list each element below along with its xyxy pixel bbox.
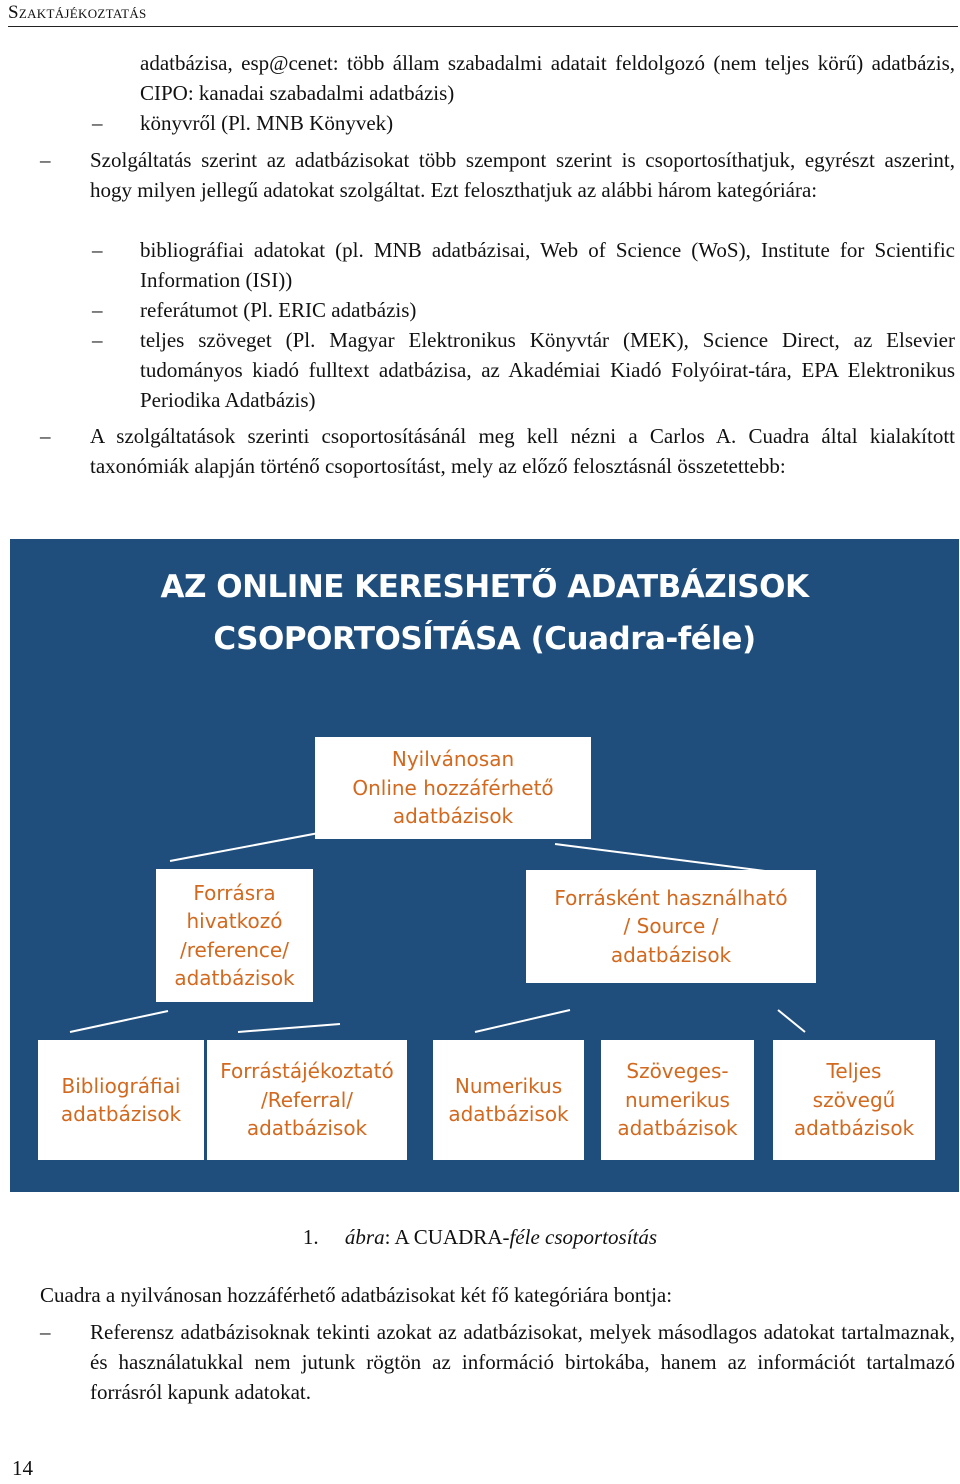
- node-fulltext-databases: Teljes szövegű adatbázisok: [773, 1040, 935, 1160]
- dash-marker: –: [92, 238, 103, 262]
- node-referral-databases: Forrástájékoztató /Referral/ adatbázisok: [207, 1040, 407, 1160]
- running-header: [8, 2, 958, 27]
- sub-item-abstract: referátumot (Pl. ERIC adatbázis): [140, 298, 417, 322]
- paragraph-continuation: adatbázisa, esp@cenet: több állam szabadalmi adatait feldolgozó (nem teljes körű) adatbázis, CIPO: kanadai szabadalmi adatbázis): [140, 51, 955, 105]
- caption-label: ábra: [344, 1225, 385, 1249]
- connector-left-leaf2: [238, 1024, 340, 1032]
- figure-caption: [0, 1222, 960, 1252]
- dash-marker: –: [40, 148, 51, 172]
- dash-marker: –: [92, 298, 103, 322]
- node-public-online-databases: Nyilvánosan Online hozzáférhető adatbázisok: [315, 737, 591, 839]
- connector-right-leaf3: [475, 1010, 570, 1032]
- list-item-service: Szolgáltatás szerint az adatbázisokat több szempont szerint is csoportosíthatjuk, egyrészt aszerint, hogy milyen jellegű adatokat szolgáltat. Ezt feloszthatjuk az alábbi három kategóriára:: [90, 148, 955, 202]
- node-textual-numeric-databases: Szöveges- numerikus adatbázisok: [601, 1040, 754, 1160]
- list-item-cuadra: A szolgáltatások szerinti csoportosításánál meg kell nézni a Carlos A. Cuadra által kialakított taxonómiák alapján történő csoportosítást, mely az előző felosztásnál összetettebb:: [90, 424, 955, 478]
- caption-number: 1.: [302, 1225, 319, 1249]
- connector-root-right: [555, 844, 765, 871]
- caption-cuadra: A CUADRA: [394, 1225, 503, 1249]
- connector-right-leaf4: [778, 1010, 805, 1032]
- figure-title-line1: AZ ONLINE KERESHETŐ ADATBÁZISOK: [160, 569, 809, 605]
- dash-marker: –: [92, 111, 103, 135]
- list-item-reference-databases: Referensz adatbázisoknak tekinti azokat az adatbázisokat, melyek másodlagos adatokat tartalmaznak, és használatukkal nem jutunk rögtön az információ birtokába, hanem az információt tartalmazó forrásról kapunk adatokat.: [90, 1320, 955, 1404]
- paragraph-cuadra-intro: Cuadra a nyilvánosan hozzáférhető adatbázisokat két fő kategóriára bontja:: [40, 1283, 673, 1307]
- dash-marker: –: [40, 424, 51, 448]
- cuadra-taxonomy-figure: [10, 539, 959, 1192]
- connector-left-leaf1: [70, 1011, 168, 1032]
- node-numeric-databases: Numerikus adatbázisok: [433, 1040, 584, 1160]
- running-title: Szaktájékoztatás: [8, 2, 147, 23]
- page-number: 14: [12, 1456, 33, 1480]
- caption-separator: :: [384, 1225, 395, 1249]
- sub-item-bibliographic: bibliográfiai adatokat (pl. MNB adatbázisai, Web of Science (WoS), Institute for Scientific Information (ISI)): [140, 238, 955, 292]
- list-item-books: könyvről (Pl. MNB Könyvek): [140, 111, 394, 135]
- dash-marker: –: [92, 328, 103, 352]
- dash-marker: –: [40, 1320, 51, 1344]
- node-source-databases: Forrásként használható / Source / adatbázisok: [526, 870, 816, 983]
- node-bibliographic-databases: Bibliográfiai adatbázisok: [38, 1040, 204, 1160]
- figure-title-line2: CSOPORTOSÍTÁSA (Cuadra-féle): [213, 621, 756, 657]
- caption-rest: -féle csoportosítás: [502, 1225, 658, 1249]
- node-reference-databases: Forrásra hivatkozó /reference/ adatbázisok: [156, 869, 313, 1002]
- sub-item-fulltext: teljes szöveget (Pl. Magyar Elektronikus Könyvtár (MEK), Science Direct, az Elsevier tudományos kiadó fulltext adatbázisa, az Akadémiai Kiadó Folyóirat-tára, EPA Elektronikus Periodika Adatbázis): [140, 328, 955, 412]
